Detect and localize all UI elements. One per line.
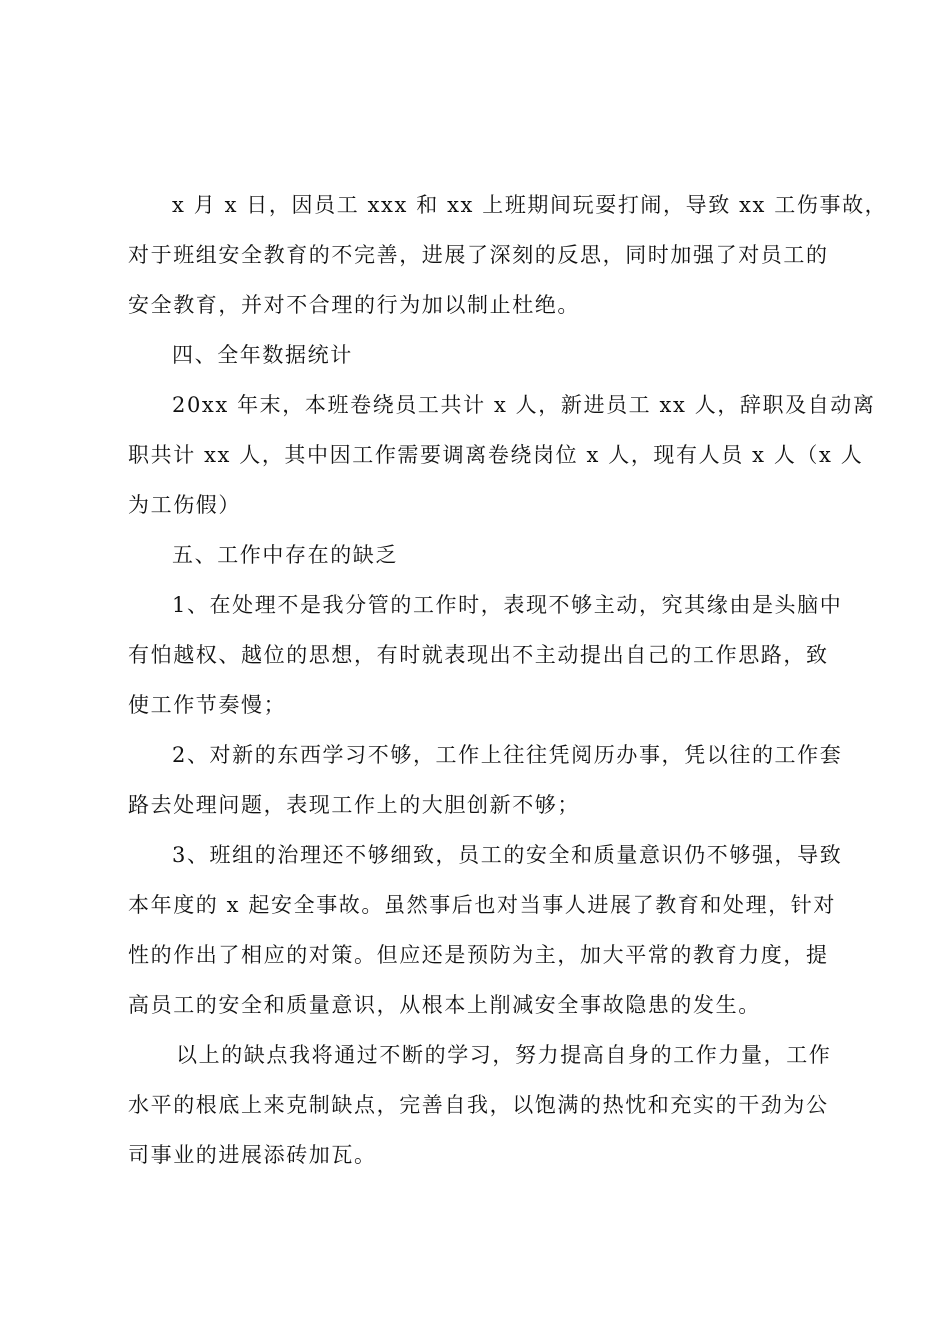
paragraph-line: 为工伤假） <box>128 493 241 517</box>
list-item-line: 使工作节奏慢； <box>128 693 287 717</box>
paragraph-line: 司事业的进展添砖加瓦。 <box>128 1143 377 1167</box>
list-item-line: 2、对新的东西学习不够，工作上往往凭阅历办事，凭以往的工作套 <box>172 743 843 767</box>
list-item-line: 路去处理问题，表现工作上的大胆创新不够； <box>128 793 580 817</box>
paragraph-line: 职共计 xx 人，其中因工作需要调离卷绕岗位 x 人，现有人员 x 人（x 人 <box>128 443 864 467</box>
list-item-line: 3、班组的治理还不够细致，员工的安全和质量意识仍不够强，导致 <box>172 843 843 867</box>
paragraph-line: 以上的缺点我将通过不断的学习，努力提高自身的工作力量，工作 <box>176 1043 832 1067</box>
list-item-line: 本年度的 x 起安全事故。虽然事后也对当事人进展了教育和处理，针对 <box>128 893 836 917</box>
paragraph-line: 安全教育，并对不合理的行为加以制止杜绝。 <box>128 293 580 317</box>
list-item-line: 1、在处理不是我分管的工作时，表现不够主动，究其缘由是头脑中 <box>172 593 843 617</box>
list-item-line: 高员工的安全和质量意识，从根本上削减安全事故隐患的发生。 <box>128 993 761 1017</box>
list-item-line: 有怕越权、越位的思想，有时就表现出不主动提出自己的工作思路，致 <box>128 643 829 667</box>
paragraph-line: x 月 x 日，因员工 xxx 和 xx 上班期间玩耍打闹，导致 xx 工伤事故， <box>172 193 888 217</box>
section-heading: 五、工作中存在的缺乏 <box>172 543 398 567</box>
section-heading: 四、全年数据统计 <box>172 343 353 367</box>
paragraph-line: 水平的根底上来克制缺点，完善自我，以饱满的热忱和充实的干劲为公 <box>128 1093 829 1117</box>
paragraph-line: 20xx 年末，本班卷绕员工共计 x 人，新进员工 xx 人，辞职及自动离 <box>172 393 876 417</box>
list-item-line: 性的作出了相应的对策。但应还是预防为主，加大平常的教育力度，提 <box>128 943 829 967</box>
paragraph-line: 对于班组安全教育的不完善，进展了深刻的反思，同时加强了对员工的 <box>128 243 829 267</box>
